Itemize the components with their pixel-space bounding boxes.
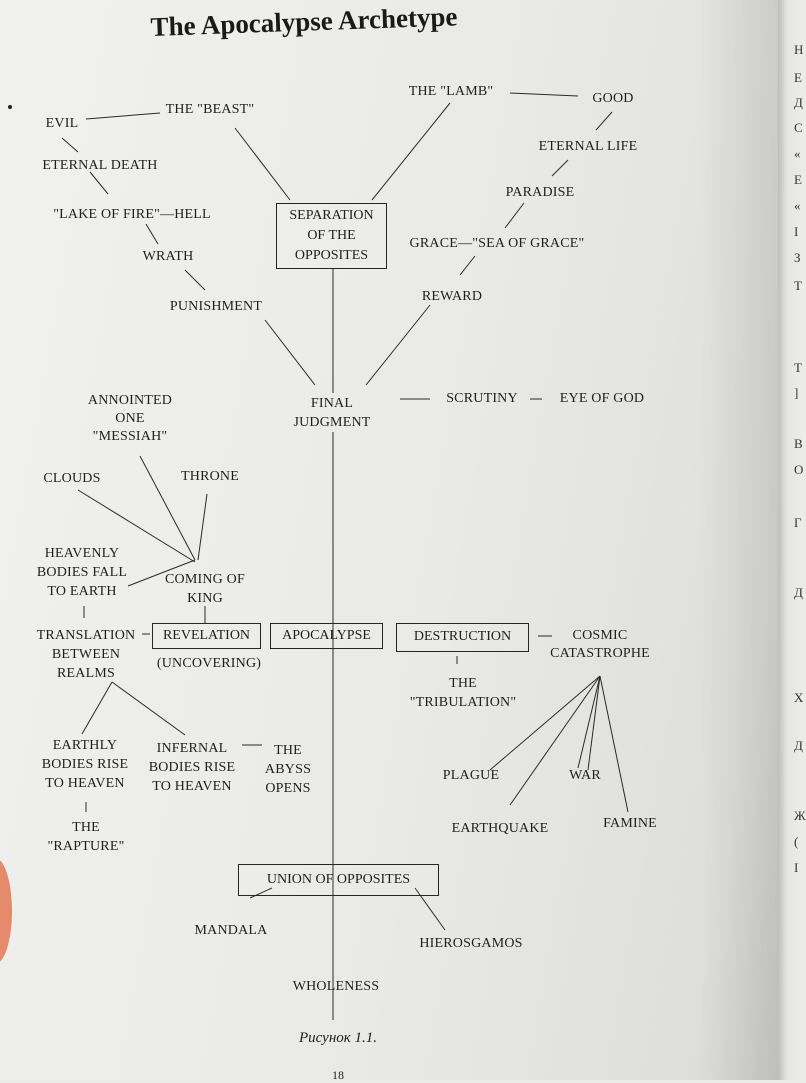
earthly-line-3: TO HEAVEN [45, 776, 125, 791]
beast-separation-line [235, 128, 290, 200]
label-eye-of-god: EYE OF GOD [559, 391, 645, 406]
label-abyss [265, 741, 311, 798]
label-evil: EVIL [45, 116, 79, 131]
coming-line-2: KING [187, 591, 223, 606]
label-hierosgamos: HIEROSGAMOS [419, 936, 523, 951]
cosmic-line-2: CATASTROPHE [550, 646, 650, 661]
adjacent-page-char: Г [794, 515, 802, 530]
adjacent-page-char: Е [794, 172, 802, 187]
adjacent-page-char: Н [794, 42, 804, 57]
figure-caption: Рисунок 1.1. [298, 1030, 378, 1046]
annointed-line-2: ONE [115, 411, 145, 426]
adjacent-page-char: « [794, 198, 801, 213]
label-wholeness: WHOLENESS [292, 979, 380, 994]
label-infernal-bodies [149, 739, 236, 796]
adjacent-page-char: Д [794, 95, 803, 110]
adjacent-page-char: І [794, 224, 799, 239]
label-annointed [88, 392, 172, 446]
rapture-line-1: THE [72, 820, 100, 835]
adjacent-page-char: Е [794, 70, 802, 85]
translation-line-1: TRANSLATION [36, 628, 136, 643]
lamb-separation-line [372, 103, 450, 200]
label-translation [37, 626, 136, 683]
separation-line-3: OPPOSITES [294, 248, 369, 263]
infernal-line-2: BODIES RISE [148, 760, 236, 775]
heavenly-line-3: TO EARTH [47, 584, 117, 599]
throne-coming-line [198, 494, 207, 560]
label-paradise: PARADISE [505, 185, 575, 200]
infernal-line-1: INFERNAL [156, 741, 228, 756]
label-eternal-life: ETERNAL LIFE [538, 139, 638, 154]
abyss-line-3: OPENS [265, 781, 311, 796]
heavenly-line-1: HEAVENLY [44, 546, 120, 561]
tribulation-line-2: "TRIBULATION" [409, 695, 517, 710]
adjacent-page-char: В [794, 436, 803, 451]
translation-line-2: BETWEEN [51, 647, 121, 662]
label-earthly-bodies [42, 736, 129, 793]
label-war: WAR [569, 768, 601, 783]
rapture-line-2: "RAPTURE" [47, 839, 125, 854]
evil-death-line [62, 138, 78, 152]
label-final-judgment [293, 394, 370, 432]
revelation-box: REVELATION [152, 623, 261, 649]
label-heavenly-bodies [37, 544, 127, 601]
evil-beast-line [86, 113, 160, 119]
label-rapture [47, 818, 124, 856]
label-famine: FAMINE [603, 816, 657, 831]
label-uncovering: (UNCOVERING) [156, 656, 262, 671]
label-good: GOOD [592, 91, 634, 106]
apocalypse-box: APOCALYPSE [270, 623, 383, 649]
adjacent-page-char: « [794, 146, 801, 161]
adjacent-page-char: Д [794, 585, 803, 600]
label-wrath: WRATH [142, 249, 194, 264]
tribulation-line-1: THE [449, 676, 477, 691]
final-judgment-line-2: JUDGMENT [293, 415, 371, 430]
label-coming-of-king [165, 570, 245, 608]
adjacent-page-char: Д [794, 738, 803, 753]
separation-box [276, 203, 387, 269]
adjacent-page-char: І [794, 860, 799, 875]
good-life-line [596, 112, 612, 130]
adjacent-page-char: ] [794, 385, 799, 400]
label-cosmic-catastrophe [550, 627, 650, 663]
separation-line-2: OF THE [307, 228, 356, 243]
label-earthquake: EARTHQUAKE [451, 821, 549, 836]
diagram-title: The Apocalypse Archetype [150, 1, 458, 42]
catastrophe-earthquake-line [510, 676, 600, 805]
heavenly-line-2: BODIES FALL [36, 565, 128, 580]
catastrophe-famine-line [600, 676, 628, 812]
adjacent-page-char: Х [794, 690, 804, 705]
translation-earthly-line [82, 682, 112, 734]
label-grace: GRACE—"SEA OF GRACE" [409, 236, 585, 251]
annointed-line-1: ANNOINTED [87, 393, 173, 408]
label-lake-of-fire: "LAKE OF FIRE"—HELL [53, 207, 211, 222]
earthly-line-1: EARTHLY [52, 738, 118, 753]
translation-line-3: REALMS [57, 666, 115, 681]
label-eternal-death: ETERNAL DEATH [42, 158, 158, 173]
punishment-judgment-line [265, 320, 315, 385]
final-judgment-line-1: FINAL [310, 396, 354, 411]
label-punishment: PUNISHMENT [169, 299, 263, 314]
abyss-line-1: THE [274, 743, 302, 758]
separation-line-1: SEPARATION [289, 208, 374, 223]
earthly-line-2: BODIES RISE [41, 757, 129, 772]
page-number: 18 [332, 1068, 344, 1082]
label-beast: THE "BEAST" [165, 102, 255, 117]
adjacent-page-char: С [794, 120, 803, 135]
catastrophe-war-line [578, 676, 600, 768]
label-scrutiny: SCRUTINY [446, 391, 518, 406]
life-paradise-line [552, 160, 568, 176]
union-box: UNION OF OPPOSITES [238, 864, 439, 896]
label-lamb: THE "LAMB" [408, 84, 494, 99]
death-lake-line [90, 172, 108, 194]
annointed-line-3: "MESSIAH" [92, 429, 168, 444]
label-reward: REWARD [421, 289, 483, 304]
destruction-box: DESTRUCTION [396, 623, 529, 652]
label-throne: THRONE [181, 469, 239, 484]
adjacent-page-char: О [794, 462, 804, 477]
translation-infernal-line [112, 682, 185, 735]
label-plague: PLAGUE [442, 768, 500, 783]
label-mandala: MANDALA [194, 923, 268, 938]
wrath-punishment-line [185, 270, 205, 290]
adjacent-page-char: ( [794, 834, 799, 849]
grace-reward-line [460, 256, 475, 275]
cosmic-line-1: COSMIC [572, 628, 628, 643]
adjacent-page-char: Ж [794, 808, 806, 823]
label-clouds: CLOUDS [43, 471, 101, 486]
adjacent-page-char: Т [794, 360, 802, 375]
adjacent-page-char: З [794, 250, 801, 265]
paradise-grace-line [505, 203, 524, 228]
abyss-line-2: ABYSS [264, 762, 312, 777]
lake-wrath-line [146, 224, 158, 244]
reward-judgment-line [366, 305, 430, 385]
lamb-good-line [510, 93, 578, 96]
adjacent-page-char: Т [794, 278, 802, 293]
coming-line-1: COMING OF [165, 572, 245, 587]
infernal-line-3: TO HEAVEN [152, 779, 232, 794]
label-tribulation [410, 674, 517, 712]
